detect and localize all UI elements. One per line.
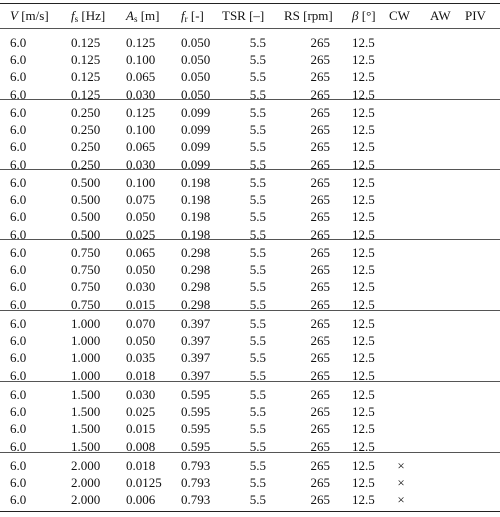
cell-rotor-speed: 265 xyxy=(310,226,330,242)
cell-rotor-speed: 265 xyxy=(310,122,330,138)
cell-pitch-angle: 12.5 xyxy=(352,404,375,420)
group-divider xyxy=(0,169,500,170)
cell-tsr: 5.5 xyxy=(249,333,266,349)
cell-surge-amplitude: 0.018 xyxy=(126,367,156,383)
cell-reduced-frequency: 0.595 xyxy=(181,421,211,437)
cell-surge-frequency: 0.125 xyxy=(71,69,101,85)
cell-tsr: 5.5 xyxy=(249,226,266,242)
header-fr-unit: [-] xyxy=(190,8,204,23)
cell-surge-frequency: 0.250 xyxy=(71,122,101,138)
cell-rotor-speed: 265 xyxy=(310,387,330,402)
cell-reduced-frequency: 0.397 xyxy=(181,350,211,366)
cell-surge-frequency: 1.000 xyxy=(71,367,101,383)
cell-pitch-angle: 12.5 xyxy=(352,245,375,260)
cell-wind-speed: 6.0 xyxy=(10,279,27,295)
cell-pitch-angle: 12.5 xyxy=(352,175,375,190)
cell-cw: × xyxy=(397,475,405,491)
cell-surge-frequency: 0.250 xyxy=(71,139,101,155)
cell-tsr: 5.5 xyxy=(249,458,266,473)
cell-reduced-frequency: 0.397 xyxy=(181,333,211,349)
cell-reduced-frequency: 0.793 xyxy=(181,458,211,473)
cell-pitch-angle: 12.5 xyxy=(352,421,375,437)
cell-reduced-frequency: 0.050 xyxy=(181,52,211,68)
cell-wind-speed: 6.0 xyxy=(10,86,27,102)
top-rule xyxy=(0,3,500,4)
cell-tsr: 5.5 xyxy=(249,421,266,437)
cell-pitch-angle: 12.5 xyxy=(352,192,375,208)
cell-pitch-angle: 12.5 xyxy=(352,367,375,383)
cell-surge-amplitude: 0.100 xyxy=(126,175,156,190)
cell-surge-frequency: 0.750 xyxy=(71,279,101,295)
cell-pitch-angle: 12.5 xyxy=(352,156,375,172)
group-divider xyxy=(0,381,500,382)
cell-wind-speed: 6.0 xyxy=(10,316,27,331)
header-surge-amplitude xyxy=(126,7,160,25)
bottom-rule xyxy=(0,511,500,512)
cell-wind-speed: 6.0 xyxy=(10,438,27,454)
cell-cw: × xyxy=(397,458,405,473)
cell-reduced-frequency: 0.198 xyxy=(181,175,211,190)
cell-wind-speed: 6.0 xyxy=(10,122,27,138)
cell-reduced-frequency: 0.397 xyxy=(181,316,211,331)
cell-rotor-speed: 265 xyxy=(310,350,330,366)
group-divider xyxy=(0,99,500,100)
header-pitch-angle xyxy=(352,7,376,25)
cell-tsr: 5.5 xyxy=(249,367,266,383)
cell-surge-frequency: 1.500 xyxy=(71,438,101,454)
cell-rotor-speed: 265 xyxy=(310,458,330,473)
cell-reduced-frequency: 0.298 xyxy=(181,245,211,260)
header-beta-unit: [°] xyxy=(361,8,376,23)
cell-rotor-speed: 265 xyxy=(310,156,330,172)
cell-surge-frequency: 1.500 xyxy=(71,404,101,420)
cell-surge-frequency: 0.125 xyxy=(71,52,101,68)
cell-surge-amplitude: 0.030 xyxy=(126,387,156,402)
cell-surge-frequency: 2.000 xyxy=(71,475,101,491)
cell-rotor-speed: 265 xyxy=(310,421,330,437)
header-reduced-frequency xyxy=(181,7,204,25)
cell-surge-frequency: 0.500 xyxy=(71,175,101,190)
cell-tsr: 5.5 xyxy=(249,69,266,85)
header-fs-unit: [Hz] xyxy=(81,8,106,23)
cell-surge-amplitude: 0.065 xyxy=(126,245,156,260)
cell-wind-speed: 6.0 xyxy=(10,226,27,242)
cell-pitch-angle: 12.5 xyxy=(352,86,375,102)
cell-tsr: 5.5 xyxy=(249,316,266,331)
cell-wind-speed: 6.0 xyxy=(10,350,27,366)
cell-rotor-speed: 265 xyxy=(310,245,330,260)
cell-rotor-speed: 265 xyxy=(310,105,330,120)
cell-tsr: 5.5 xyxy=(249,156,266,172)
cell-wind-speed: 6.0 xyxy=(10,421,27,437)
cell-tsr: 5.5 xyxy=(249,209,266,225)
cell-surge-amplitude: 0.025 xyxy=(126,404,156,420)
cell-surge-frequency: 0.500 xyxy=(71,192,101,208)
header-v-symbol: V xyxy=(10,8,18,23)
cell-rotor-speed: 265 xyxy=(310,139,330,155)
cell-tsr: 5.5 xyxy=(249,35,266,50)
cell-rotor-speed: 265 xyxy=(310,279,330,295)
cell-surge-amplitude: 0.125 xyxy=(126,105,156,120)
cell-surge-frequency: 1.000 xyxy=(71,316,101,331)
cell-tsr: 5.5 xyxy=(249,387,266,402)
cell-pitch-angle: 12.5 xyxy=(352,122,375,138)
header-surge-frequency xyxy=(71,7,105,25)
cell-surge-frequency: 0.750 xyxy=(71,245,101,260)
cell-surge-frequency: 2.000 xyxy=(71,492,101,508)
cell-surge-frequency: 1.000 xyxy=(71,333,101,349)
cell-rotor-speed: 265 xyxy=(310,492,330,508)
cell-tsr: 5.5 xyxy=(249,122,266,138)
cell-reduced-frequency: 0.397 xyxy=(181,367,211,383)
cell-reduced-frequency: 0.099 xyxy=(181,122,211,138)
cell-surge-frequency: 0.500 xyxy=(71,226,101,242)
cell-wind-speed: 6.0 xyxy=(10,262,27,278)
cell-surge-amplitude: 0.018 xyxy=(126,458,156,473)
cell-reduced-frequency: 0.198 xyxy=(181,226,211,242)
cell-rotor-speed: 265 xyxy=(310,69,330,85)
cell-pitch-angle: 12.5 xyxy=(352,296,375,312)
cell-surge-amplitude: 0.030 xyxy=(126,156,156,172)
cell-surge-frequency: 0.125 xyxy=(71,35,101,50)
cell-wind-speed: 6.0 xyxy=(10,333,27,349)
cell-tsr: 5.5 xyxy=(249,245,266,260)
cell-rotor-speed: 265 xyxy=(310,316,330,331)
cell-surge-amplitude: 0.025 xyxy=(126,226,156,242)
cell-surge-frequency: 1.500 xyxy=(71,387,101,402)
cell-wind-speed: 6.0 xyxy=(10,209,27,225)
cell-reduced-frequency: 0.595 xyxy=(181,387,211,402)
cell-reduced-frequency: 0.099 xyxy=(181,105,211,120)
header-rotor-speed: RS [rpm] xyxy=(284,8,333,23)
cell-surge-frequency: 1.500 xyxy=(71,421,101,437)
header-fr-subscript: r xyxy=(184,14,188,24)
cell-tsr: 5.5 xyxy=(249,139,266,155)
header-fs-symbol: f xyxy=(71,8,75,23)
cell-wind-speed: 6.0 xyxy=(10,105,27,120)
cell-wind-speed: 6.0 xyxy=(10,52,27,68)
group-divider xyxy=(0,239,500,240)
cell-tsr: 5.5 xyxy=(249,262,266,278)
cell-surge-frequency: 0.250 xyxy=(71,105,101,120)
cell-wind-speed: 6.0 xyxy=(10,35,27,50)
cell-surge-amplitude: 0.0125 xyxy=(126,475,162,491)
cell-cw: × xyxy=(397,492,405,508)
cell-wind-speed: 6.0 xyxy=(10,367,27,383)
cell-wind-speed: 6.0 xyxy=(10,475,27,491)
cell-reduced-frequency: 0.050 xyxy=(181,69,211,85)
cell-surge-frequency: 0.750 xyxy=(71,262,101,278)
cell-surge-amplitude: 0.050 xyxy=(126,333,156,349)
cell-wind-speed: 6.0 xyxy=(10,175,27,190)
cell-surge-amplitude: 0.008 xyxy=(126,438,156,454)
cell-rotor-speed: 265 xyxy=(310,438,330,454)
cell-tsr: 5.5 xyxy=(249,475,266,491)
cell-tsr: 5.5 xyxy=(249,192,266,208)
cell-tsr: 5.5 xyxy=(249,438,266,454)
cell-reduced-frequency: 0.198 xyxy=(181,192,211,208)
cell-surge-amplitude: 0.050 xyxy=(126,262,156,278)
cell-reduced-frequency: 0.298 xyxy=(181,279,211,295)
cell-pitch-angle: 12.5 xyxy=(352,475,375,491)
group-divider xyxy=(0,452,500,453)
cell-surge-amplitude: 0.035 xyxy=(126,350,156,366)
cell-pitch-angle: 12.5 xyxy=(352,492,375,508)
header-fr-symbol: f xyxy=(181,8,185,23)
header-tsr: TSR [–] xyxy=(222,8,265,23)
cell-surge-frequency: 0.250 xyxy=(71,156,101,172)
header-cw: CW xyxy=(389,8,410,23)
cell-surge-amplitude: 0.030 xyxy=(126,279,156,295)
cell-pitch-angle: 12.5 xyxy=(352,279,375,295)
cell-tsr: 5.5 xyxy=(249,279,266,295)
cell-surge-amplitude: 0.006 xyxy=(126,492,156,508)
cell-pitch-angle: 12.5 xyxy=(352,105,375,120)
cell-pitch-angle: 12.5 xyxy=(352,69,375,85)
header-as-symbol: A xyxy=(126,8,134,23)
cell-tsr: 5.5 xyxy=(249,296,266,312)
cell-reduced-frequency: 0.793 xyxy=(181,475,211,491)
cell-surge-amplitude: 0.050 xyxy=(126,209,156,225)
cell-tsr: 5.5 xyxy=(249,86,266,102)
cell-wind-speed: 6.0 xyxy=(10,156,27,172)
cell-rotor-speed: 265 xyxy=(310,86,330,102)
cell-pitch-angle: 12.5 xyxy=(352,316,375,331)
cell-reduced-frequency: 0.298 xyxy=(181,262,211,278)
cell-pitch-angle: 12.5 xyxy=(352,438,375,454)
cell-rotor-speed: 265 xyxy=(310,52,330,68)
cell-rotor-speed: 265 xyxy=(310,175,330,190)
cell-pitch-angle: 12.5 xyxy=(352,458,375,473)
cell-pitch-angle: 12.5 xyxy=(352,333,375,349)
header-wind-speed xyxy=(10,7,49,25)
cell-wind-speed: 6.0 xyxy=(10,458,27,473)
header-as-subscript: s xyxy=(133,14,138,24)
cell-rotor-speed: 265 xyxy=(310,333,330,349)
header-beta-symbol: β xyxy=(352,8,359,23)
cell-tsr: 5.5 xyxy=(249,175,266,190)
cell-surge-amplitude: 0.015 xyxy=(126,421,156,437)
cell-surge-frequency: 0.125 xyxy=(71,86,101,102)
cell-rotor-speed: 265 xyxy=(310,475,330,491)
cell-tsr: 5.5 xyxy=(249,105,266,120)
cell-wind-speed: 6.0 xyxy=(10,492,27,508)
cell-surge-amplitude: 0.070 xyxy=(126,316,156,331)
cell-tsr: 5.5 xyxy=(249,52,266,68)
cell-pitch-angle: 12.5 xyxy=(352,387,375,402)
cell-surge-frequency: 0.500 xyxy=(71,209,101,225)
cell-reduced-frequency: 0.050 xyxy=(181,86,211,102)
header-aw: AW xyxy=(430,8,451,23)
cell-surge-amplitude: 0.015 xyxy=(126,296,156,312)
cell-reduced-frequency: 0.050 xyxy=(181,35,211,50)
cell-surge-frequency: 0.750 xyxy=(71,296,101,312)
cell-rotor-speed: 265 xyxy=(310,262,330,278)
cell-pitch-angle: 12.5 xyxy=(352,226,375,242)
cell-rotor-speed: 265 xyxy=(310,296,330,312)
cell-wind-speed: 6.0 xyxy=(10,387,27,402)
cell-wind-speed: 6.0 xyxy=(10,139,27,155)
cell-rotor-speed: 265 xyxy=(310,209,330,225)
cell-reduced-frequency: 0.099 xyxy=(181,156,211,172)
cell-rotor-speed: 265 xyxy=(310,35,330,50)
cell-reduced-frequency: 0.298 xyxy=(181,296,211,312)
cell-surge-amplitude: 0.100 xyxy=(126,122,156,138)
cell-surge-frequency: 2.000 xyxy=(71,458,101,473)
cell-surge-amplitude: 0.100 xyxy=(126,52,156,68)
cell-pitch-angle: 12.5 xyxy=(352,139,375,155)
cell-surge-frequency: 1.000 xyxy=(71,350,101,366)
cell-rotor-speed: 265 xyxy=(310,404,330,420)
cell-pitch-angle: 12.5 xyxy=(352,209,375,225)
cell-surge-amplitude: 0.075 xyxy=(126,192,156,208)
cell-rotor-speed: 265 xyxy=(310,192,330,208)
header-rule xyxy=(0,28,500,29)
cell-wind-speed: 6.0 xyxy=(10,192,27,208)
header-piv: PIV xyxy=(465,8,486,23)
header-as-unit: [m] xyxy=(140,8,160,23)
cell-surge-amplitude: 0.125 xyxy=(126,35,156,50)
cell-reduced-frequency: 0.595 xyxy=(181,404,211,420)
cell-wind-speed: 6.0 xyxy=(10,245,27,260)
cell-reduced-frequency: 0.793 xyxy=(181,492,211,508)
group-divider xyxy=(0,310,500,311)
cell-reduced-frequency: 0.099 xyxy=(181,139,211,155)
cell-pitch-angle: 12.5 xyxy=(352,350,375,366)
cell-tsr: 5.5 xyxy=(249,492,266,508)
cell-wind-speed: 6.0 xyxy=(10,404,27,420)
cell-surge-amplitude: 0.065 xyxy=(126,139,156,155)
header-v-unit: [m/s] xyxy=(21,8,49,23)
cell-rotor-speed: 265 xyxy=(310,367,330,383)
cell-wind-speed: 6.0 xyxy=(10,296,27,312)
cell-reduced-frequency: 0.595 xyxy=(181,438,211,454)
cell-surge-amplitude: 0.065 xyxy=(126,69,156,85)
cell-tsr: 5.5 xyxy=(249,350,266,366)
cell-tsr: 5.5 xyxy=(249,404,266,420)
cell-reduced-frequency: 0.198 xyxy=(181,209,211,225)
cell-surge-amplitude: 0.030 xyxy=(126,86,156,102)
cell-pitch-angle: 12.5 xyxy=(352,262,375,278)
cell-pitch-angle: 12.5 xyxy=(352,35,375,50)
cell-pitch-angle: 12.5 xyxy=(352,52,375,68)
header-fs-subscript: s xyxy=(74,14,79,24)
cell-wind-speed: 6.0 xyxy=(10,69,27,85)
